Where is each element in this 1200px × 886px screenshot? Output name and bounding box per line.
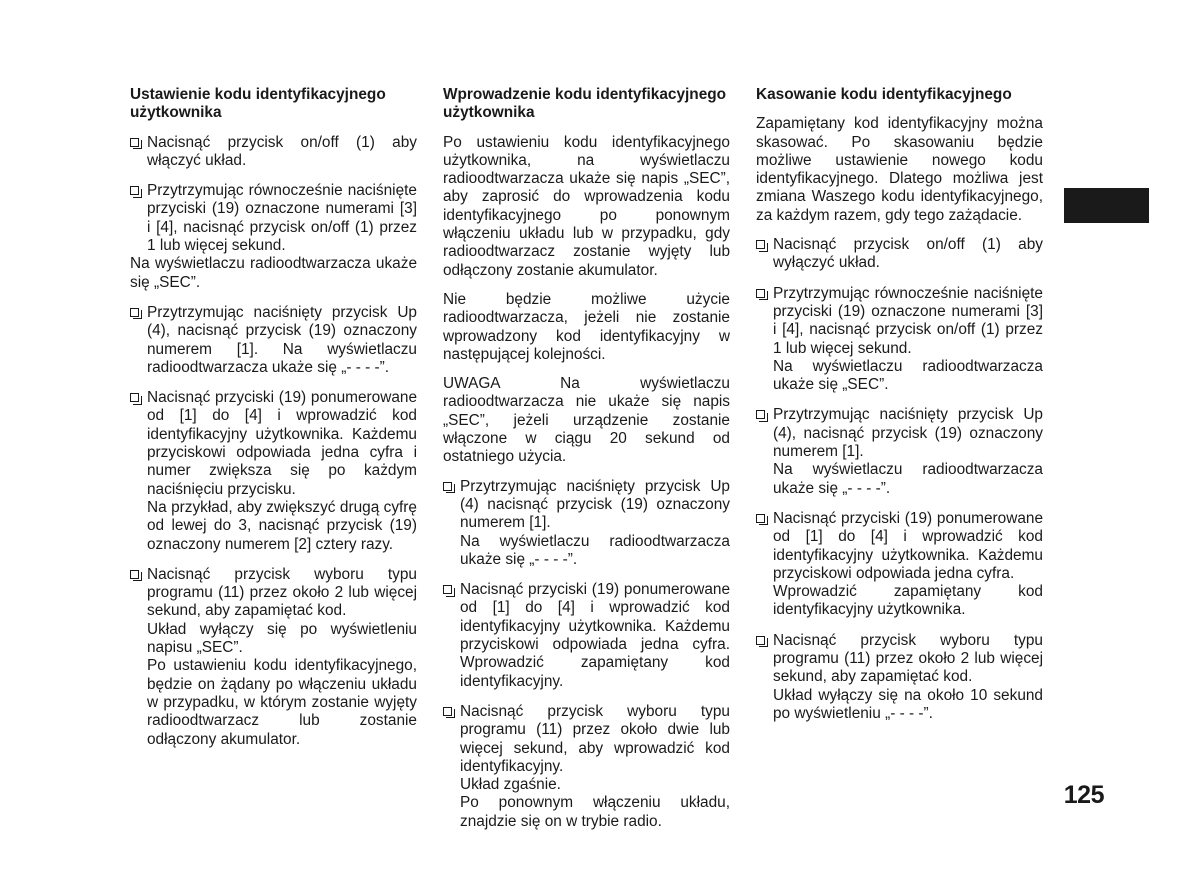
- item-text: Nacisnąć przyciski (19) ponumerowane od [1] do [4] i wprowadzić kod identyfikacyjny użytkownika. Każdemu przyciskowi odpowiada jedna cyfra.: [773, 509, 1043, 582]
- item-text: Przytrzymując naciśnięty przycisk Up (4), nacisnąć przycisk (19) oznaczony numerem [1]. Na wyświetlaczu radioodtwarzacza ukaże się „- - - -”.: [147, 303, 417, 376]
- checkbox-bullet-icon: [443, 585, 452, 594]
- list-item: [756, 285, 1043, 395]
- checkbox-bullet-icon: [756, 410, 765, 419]
- item-text: Przytrzymując równocześnie naciśnięte przyciski (19) oznaczone numerami [3] i [4], nacisnąć przycisk on/off (1) przez 1 lub więcej sekund.: [773, 284, 1043, 357]
- list-item: [130, 389, 417, 554]
- list-item: [756, 510, 1043, 620]
- steps-list: [130, 134, 417, 749]
- checkbox-bullet-icon: [443, 482, 452, 491]
- list-item: [756, 236, 1043, 273]
- item-note: Na wyświetlaczu radioodtwarzacza ukaże się „- - - -”.: [773, 461, 1043, 497]
- paragraph: Po ustawieniu kodu identyfikacyjnego użytkownika, na wyświetlaczu radioodtwarzacza ukaże się napis „SEC”, aby zaprosić do wprowadzenia kodu identyfikacyjnego po ponownym włączeniu układu lub w przypadku, gdy radioodtwarzacz zostanie wyjęty lub odłączony zostanie akumulator.: [443, 133, 730, 279]
- column-delete-code: [756, 86, 1043, 735]
- list-item: [443, 581, 730, 691]
- checkbox-bullet-icon: [130, 393, 139, 402]
- section-heading: Wprowadzenie kodu identyfikacyjnego użytkownika: [443, 86, 727, 122]
- checkbox-bullet-icon: [130, 308, 139, 317]
- steps-list: [756, 236, 1043, 723]
- list-item: [130, 182, 417, 292]
- checkbox-bullet-icon: [443, 707, 452, 716]
- item-note: Układ wyłączy się po wyświetleniu napisu „SEC”.: [147, 620, 417, 657]
- item-note: Na przykład, aby zwiększyć drugą cyfrę od lewej do 3, nacisnąć przycisk (19) oznaczony numerem [2] cztery razy.: [147, 498, 417, 553]
- checkbox-bullet-icon: [130, 186, 139, 195]
- item-note: Na wyświetlaczu radioodtwarzacza ukaże się „SEC”.: [773, 357, 1043, 394]
- item-text: Nacisnąć przycisk wyboru typu programu (11) przez około dwie lub więcej sekund, aby wprowadzić kod identyfikacyjny.: [460, 702, 730, 775]
- list-item: [130, 566, 417, 749]
- item-text: Nacisnąć przyciski (19) ponumerowane od [1] do [4] i wprowadzić kod identyfikacyjny użytkownika. Każdemu przyciskowi odpowiada jedna cyfra i numer zwiększa się po każdym naciśnięciu przycisku.: [147, 389, 417, 498]
- paragraph: Zapamiętany kod identyfikacyjny można skasować. Po skasowaniu będzie możliwe ustawienie nowego kodu identyfikacyjnego. Dlatego możliwa jest zmiana Waszego kodu identyfikacyjnego, za każdym razem, gdy tego zażądacie.: [756, 115, 1043, 224]
- item-text: Przytrzymując naciśnięty przycisk Up (4) nacisnąć przycisk (19) oznaczony numerem [1].: [460, 477, 730, 532]
- checkbox-bullet-icon: [756, 636, 765, 645]
- checkbox-bullet-icon: [130, 570, 139, 579]
- item-text: Przytrzymując równocześnie naciśnięte przyciski (19) oznaczone numerami [3] i [4], nacisnąć przycisk on/off (1) przez 1 lub więcej sekund.: [147, 182, 417, 255]
- list-item: [130, 304, 417, 377]
- item-note: Wprowadzić zapamiętany kod identyfikacyjny użytkownika.: [773, 583, 1043, 619]
- item-note: Po ponownym włączeniu układu, znajdzie się on w trybie radio.: [460, 794, 730, 830]
- item-text: Przytrzymując naciśnięty przycisk Up (4), nacisnąć przycisk (19) oznaczony numerem [1].: [773, 406, 1043, 461]
- section-heading: Kasowanie kodu identyfikacyjnego: [756, 86, 1012, 103]
- item-note: Na wyświetlaczu radioodtwarzacza ukaże się „SEC”.: [130, 255, 417, 291]
- item-text: Nacisnąć przycisk on/off (1) aby wyłączyć układ.: [773, 236, 1043, 272]
- list-item: [756, 632, 1043, 723]
- list-item: [130, 134, 417, 171]
- paragraph: Nie będzie możliwe użycie radioodtwarzacza, jeżeli nie zostanie wprowadzony kod identyfikacyjny w następującej kolejności.: [443, 290, 730, 363]
- item-note: Po ustawieniu kodu identyfikacyjnego, będzie on żądany po włączeniu układu w przypadku, w którym zostanie wyjęty radioodtwarzacz lub zostanie odłączony akumulator.: [147, 657, 417, 748]
- column-enter-code: [443, 86, 730, 843]
- page-number: 125: [1063, 781, 1104, 809]
- item-text: Nacisnąć przycisk on/off (1) aby włączyć układ.: [147, 133, 417, 169]
- list-item: [443, 478, 730, 569]
- column-set-code: [130, 86, 417, 761]
- steps-list: [443, 478, 730, 831]
- item-text: Nacisnąć przyciski (19) ponumerowane od [1] do [4] i wprowadzić kod identyfikacyjny użytkownika. Każdemu przyciskowi odpowiada jedna cyfra. Wprowadzić zapamiętany kod identyfikacyjny.: [460, 581, 730, 690]
- item-text: Nacisnąć przycisk wyboru typu programu (11) przez około 2 lub więcej sekund, aby zapamiętać kod.: [773, 631, 1043, 686]
- checkbox-bullet-icon: [756, 240, 765, 249]
- checkbox-bullet-icon: [756, 514, 765, 523]
- section-heading: Ustawienie kodu identyfikacyjnego użytkownika: [130, 86, 386, 122]
- list-item: [756, 406, 1043, 497]
- item-text: Nacisnąć przycisk wyboru typu programu (11) przez około 2 lub więcej sekund, aby zapamiętać kod.: [147, 565, 417, 620]
- section-thumb-tab: [1064, 188, 1149, 223]
- warning-paragraph: UWAGA Na wyświetlaczu radioodtwarzacza nie ukaże się napis „SEC”, jeżeli urządzenie zostanie włączone w ciągu 20 sekund od ostatniego użycia.: [443, 375, 730, 466]
- list-item: [443, 703, 730, 831]
- checkbox-bullet-icon: [756, 289, 765, 298]
- checkbox-bullet-icon: [130, 138, 139, 147]
- item-note: Na wyświetlaczu radioodtwarzacza ukaże się „- - - -”.: [460, 532, 730, 568]
- item-note: Układ zgaśnie.: [460, 776, 561, 794]
- item-note: Układ wyłączy się na około 10 sekund po wyświetleniu „- - - -”.: [773, 686, 1043, 722]
